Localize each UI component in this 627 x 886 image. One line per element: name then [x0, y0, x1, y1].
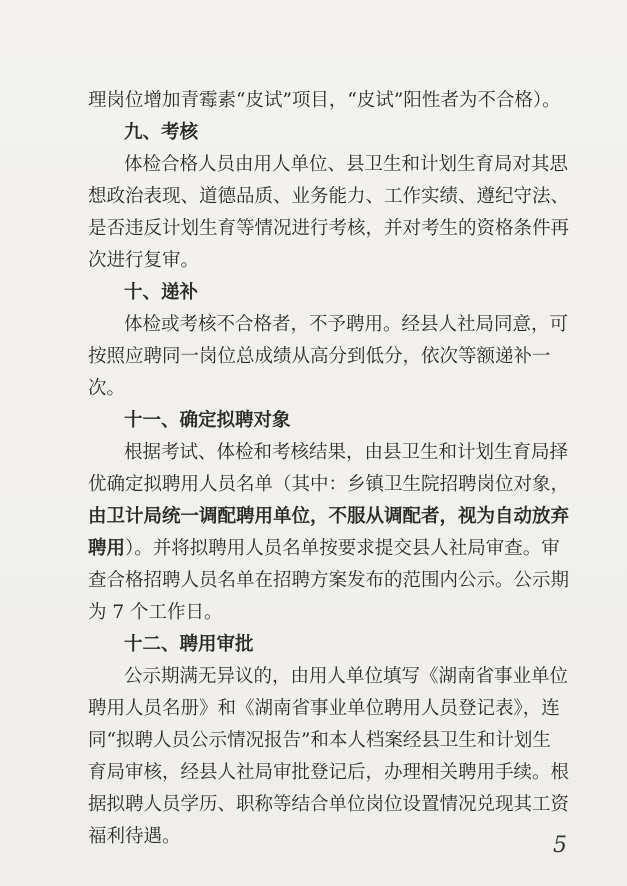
page-number: 5: [553, 833, 567, 858]
body-text-line: 次。: [88, 378, 126, 399]
body-text-line: 为 7 个工作日。: [88, 602, 223, 623]
body-text-line-bold: 由卫计局统一调配聘用单位，不服从调配者，视为自动放弃: [88, 506, 570, 527]
body-text-line: 据拟聘人员学历、职称等结合单位岗位设置情况兑现其工资: [88, 794, 570, 815]
body-text-line-mixed: [88, 538, 560, 560]
body-text-line: 优确定拟聘用人员名单（其中：乡镇卫生院招聘岗位对象，: [88, 474, 570, 495]
body-text-line: 体检合格人员由用人单位、县卫生和计划生育局对其思: [124, 154, 569, 175]
body-text-line: 查合格招聘人员名单在招聘方案发布的范围内公示。公示期: [88, 570, 570, 591]
body-text-line: 按照应聘同一岗位总成绩从高分到低分，依次等额递补一: [88, 346, 551, 367]
section-heading-10: 十、递补: [124, 282, 199, 303]
body-text-line: 聘用人员名册》和《湖南省事业单位聘用人员登记表》，连: [88, 698, 560, 719]
body-text-line: 同“拟聘人员公示情况报告”和本人档案经县卫生和计划生: [88, 730, 551, 751]
body-text-line: 育局审核，经县人社局审批登记后，办理相关聘用手续。根: [88, 762, 570, 783]
body-text-line: 次进行复审。: [88, 250, 200, 271]
body-text-line: 体检或考核不合格者，不予聘用。经县人社局同意，可: [124, 314, 569, 335]
bold-text: 聘用: [88, 538, 126, 559]
section-heading-9: 九、考核: [124, 122, 199, 143]
body-text-line: 是否违反计划生育等情况进行考核，并对考生的资格条件再: [88, 218, 570, 239]
section-heading-12: 十二、聘用审批: [124, 634, 254, 655]
body-text-line: 公示期满无异议的，由用人单位填写《湖南省事业单位: [124, 666, 569, 687]
body-text-line: 想政治表现、道德品质、业务能力、工作实绩、遵纪守法、: [88, 186, 570, 207]
body-text-line: 根据考试、体检和考核结果，由县卫生和计划生育局择: [124, 442, 569, 463]
body-text-line: 理岗位增加青霉素“皮试”项目，“皮试”阳性者为不合格）。: [88, 90, 561, 111]
body-text: ）。并将拟聘用人员名单按要求提交县人社局审查。审: [125, 538, 560, 559]
body-text-line: 福利待遇。: [88, 826, 181, 847]
section-heading-11: 十一、确定拟聘对象: [124, 410, 291, 431]
